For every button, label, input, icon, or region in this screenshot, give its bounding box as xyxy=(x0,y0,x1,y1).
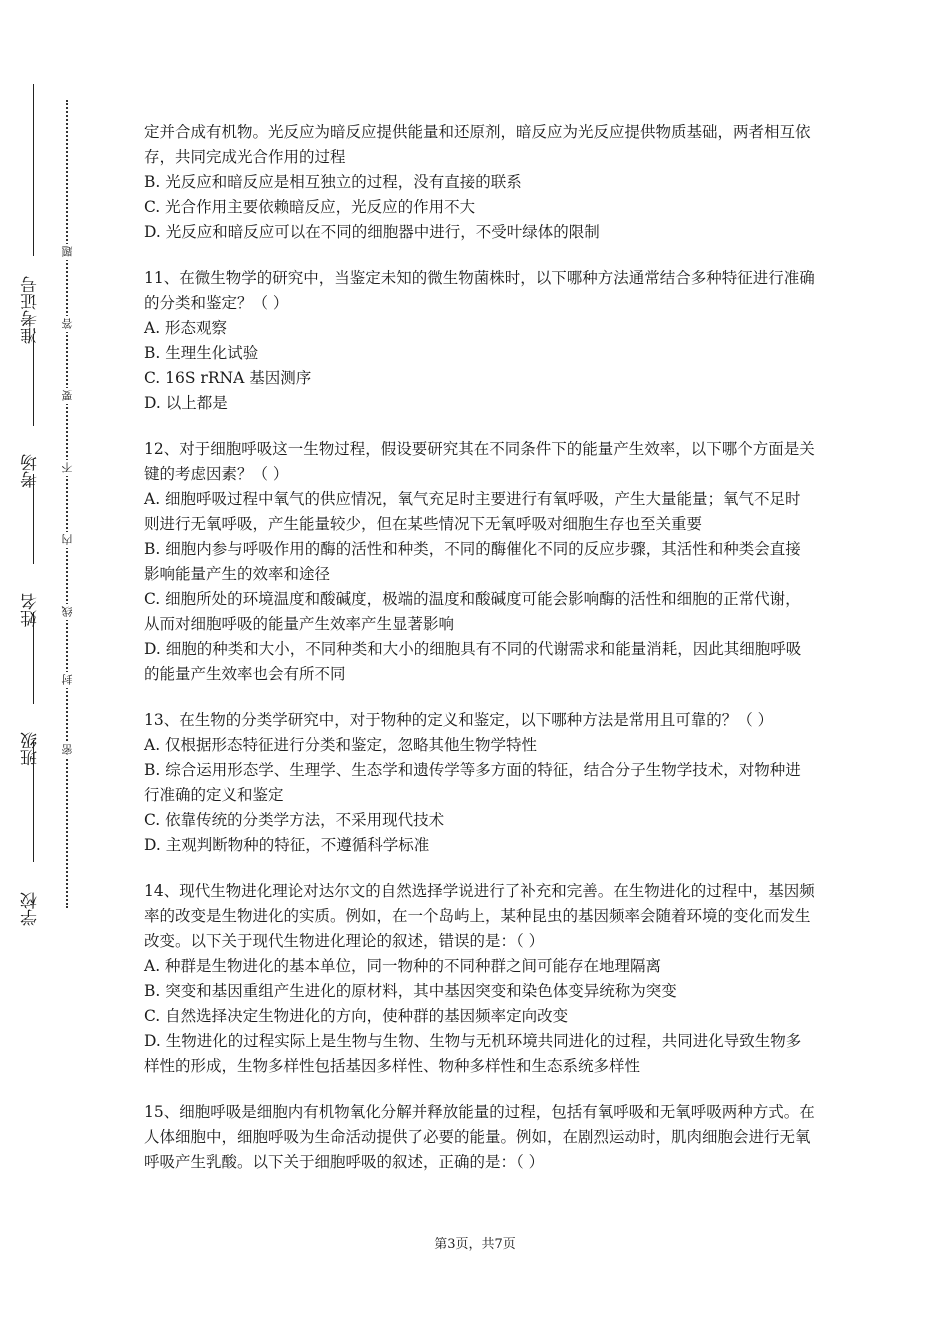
seal-char: 密 xyxy=(60,742,74,758)
exam-content xyxy=(144,120,816,1175)
ticket-number-label: 准考证号 xyxy=(21,276,41,344)
seal-dotted-line xyxy=(66,100,68,908)
option-text: C. 细胞所处的环境温度和酸碱度，极端的温度和酸碱度可能会影响酶的活性和细胞的正常代谢，从而对细胞呼吸的能量产生效率产生显著影响 xyxy=(144,590,801,633)
option-text: B. 生理生化试验 xyxy=(144,344,259,362)
option-text: 定并合成有机物。光反应为暗反应提供能量和还原剂，暗反应为光反应提供物质基础，两者相互依存，共同完成光合作用的过程 xyxy=(144,123,811,166)
option-text: D. 以上都是 xyxy=(144,394,228,412)
option-text: C. 依靠传统的分类学方法，不采用现代技术 xyxy=(144,811,445,829)
seal-char: 题 xyxy=(60,244,74,260)
option-text: A. 种群是生物进化的基本单位，同一物种的不同种群之间可能存在地理隔离 xyxy=(144,957,662,975)
question-stem: 15、细胞呼吸是细胞内有机物氧化分解并释放能量的过程，包括有氧呼吸和无氧呼吸两种方式。在人体细胞中，细胞呼吸为生命活动提供了必要的能量。例如，在剧烈运动时，肌肉细胞会进行无氧呼吸产生乳酸。以下关于细胞呼吸的叙述，正确的是：（ ） xyxy=(144,1103,815,1171)
seal-char: 线 xyxy=(60,604,74,620)
question-stem: 11、在微生物学的研究中，当鉴定未知的微生物菌株时，以下哪种方法通常结合多种特征进行准确的分类和鉴定？（ ） xyxy=(144,269,815,312)
page-footer: 第3页，共7页 xyxy=(434,1237,516,1252)
option-text: D. 光反应和暗反应可以在不同的细胞器中进行，不受叶绿体的限制 xyxy=(144,223,600,241)
seal-char: 封 xyxy=(60,672,74,688)
ticket-number-line xyxy=(33,84,34,256)
option-text: D. 主观判断物种的特征，不遵循科学标准 xyxy=(144,836,430,854)
school-label: 学校 xyxy=(21,892,41,926)
exam-room-label: 考场 xyxy=(21,454,41,488)
question-15 xyxy=(144,1100,816,1175)
name-label: 姓名 xyxy=(21,593,41,627)
question-stem: 14、现代生物进化理论对达尔文的自然选择学说进行了补充和完善。在生物进化的过程中，基因频率的改变是生物进化的实质。例如，在一个岛屿上，某种昆虫的基因频率会随着环境的变化而发生改变。以下关于现代生物进化理论的叙述，错误的是：（ ） xyxy=(144,882,815,950)
question-12 xyxy=(144,437,816,687)
question-stem: 12、对于细胞呼吸这一生物过程，假设要研究其在不同条件下的能量产生效率，以下哪个方面是关键的考虑因素？（ ） xyxy=(144,440,815,483)
question-stem: 13、在生物的分类学研究中，对于物种的定义和鉴定，以下哪种方法是常用且可靠的？（ ） xyxy=(144,711,774,729)
option-text: A. 形态观察 xyxy=(144,319,228,337)
option-text: C. 16S rRNA 基因测序 xyxy=(144,369,312,387)
class-label: 班级 xyxy=(21,732,41,766)
option-text: A. 细胞呼吸过程中氧气的供应情况，氧气充足时主要进行有氧呼吸，产生大量能量；氧气不足时则进行无氧呼吸，产生能量较少，但在某些情况下无氧呼吸对细胞生存也至关重要 xyxy=(144,490,801,533)
option-text: C. 自然选择决定生物进化的方向，使种群的基因频率定向改变 xyxy=(144,1007,569,1025)
option-text: B. 突变和基因重组产生进化的原材料，其中基因突变和染色体变异统称为突变 xyxy=(144,982,677,1000)
seal-char: 答 xyxy=(60,316,74,332)
question-14 xyxy=(144,879,816,1079)
question-13 xyxy=(144,708,816,858)
seal-char: 不 xyxy=(60,460,74,476)
seal-char: 要 xyxy=(60,388,74,404)
binding-margin xyxy=(0,0,110,1344)
option-text: B. 细胞内参与呼吸作用的酶的活性和种类，不同的酶催化不同的反应步骤，其活性和种类会直接影响能量产生的效率和途径 xyxy=(144,540,801,583)
option-text: C. 光合作用主要依赖暗反应，光反应的作用不大 xyxy=(144,198,476,216)
question-10-continuation xyxy=(144,120,816,245)
option-text: D. 生物进化的过程实际上是生物与生物、生物与无机环境共同进化的过程，共同进化导致生物多样性的形成，生物多样性包括基因多样性、物种多样性和生态系统多样性 xyxy=(144,1032,802,1075)
exam-room-line xyxy=(33,334,34,426)
seal-char: 内 xyxy=(60,532,74,548)
option-text: B. 综合运用形态学、生理学、生态学和遗传学等多方面的特征，结合分子生物学技术，对物种进行准确的定义和鉴定 xyxy=(144,761,801,804)
option-text: A. 仅根据形态特征进行分类和鉴定，忽略其他生物学特性 xyxy=(144,736,538,754)
option-text: D. 细胞的种类和大小，不同种类和大小的细胞具有不同的代谢需求和能量消耗，因此其细胞呼吸的能量产生效率也会有所不同 xyxy=(144,640,802,683)
question-11 xyxy=(144,266,816,416)
option-text: B. 光反应和暗反应是相互独立的过程，没有直接的联系 xyxy=(144,173,522,191)
